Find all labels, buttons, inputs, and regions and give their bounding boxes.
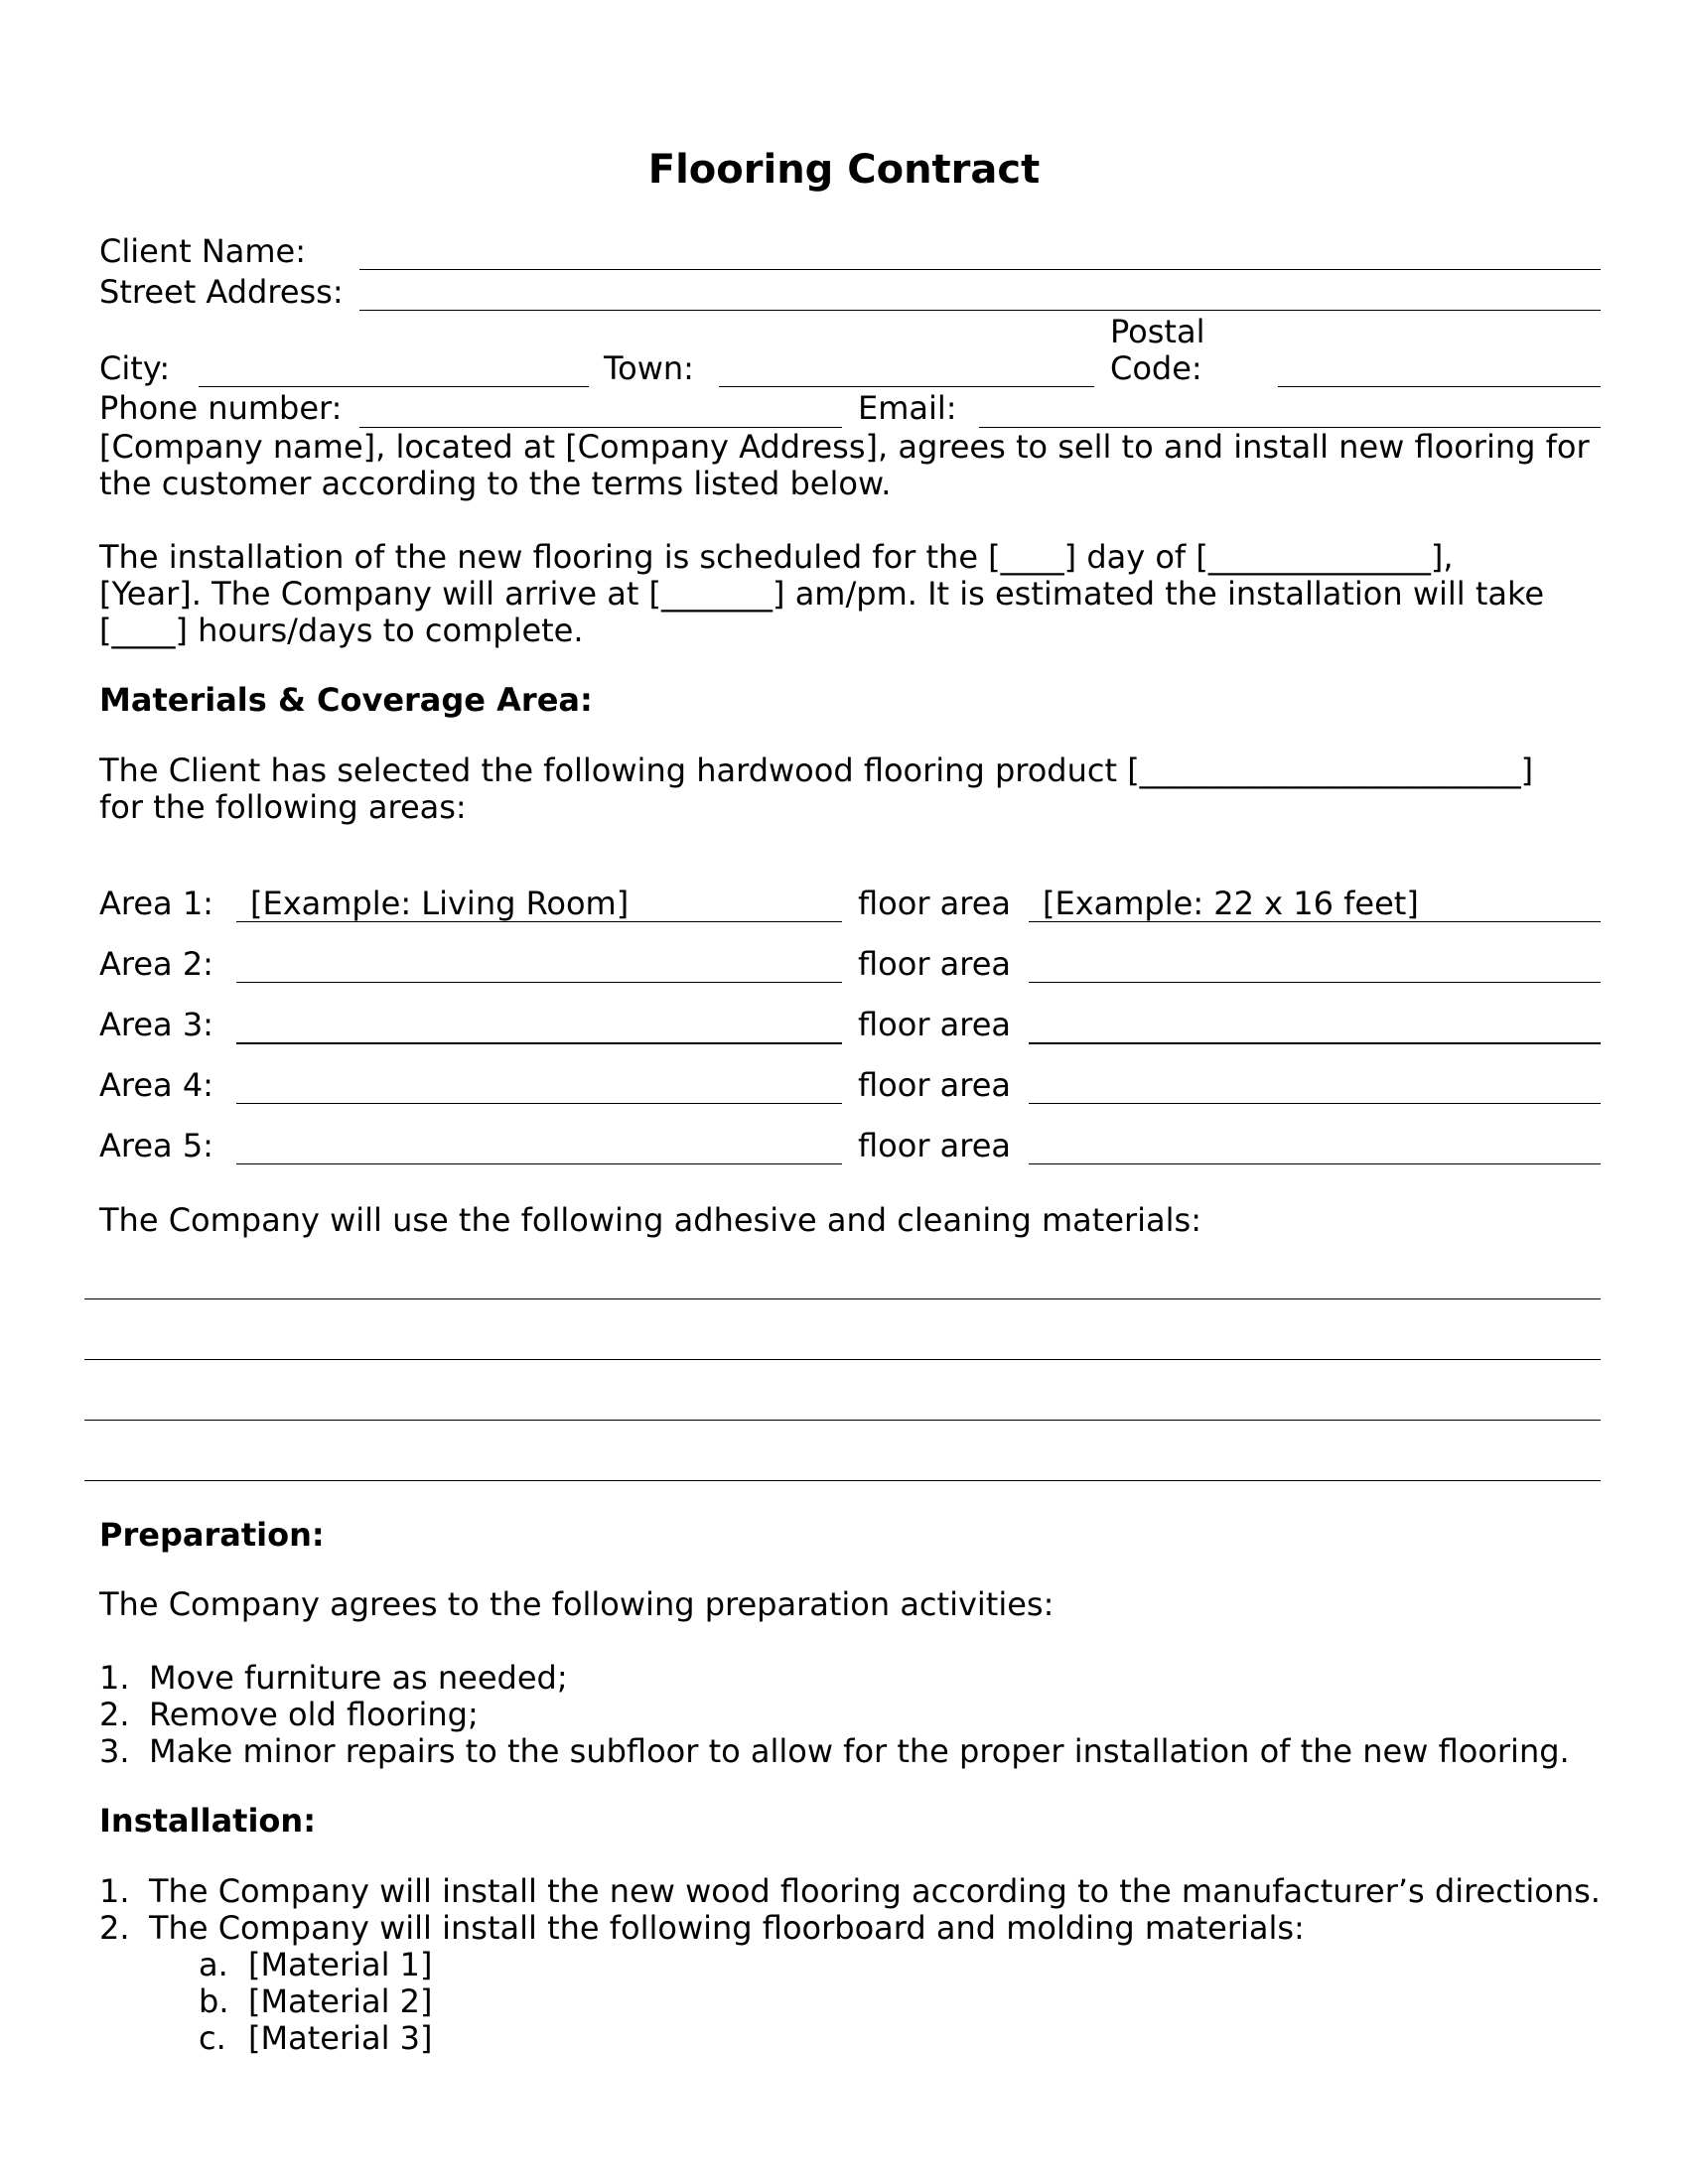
area-room-field[interactable]: [236, 982, 842, 983]
city-field[interactable]: [199, 386, 589, 387]
area-label: Area 2:: [99, 945, 213, 983]
intro-line-2: the customer according to the terms listed below.: [99, 465, 892, 502]
town-field[interactable]: [719, 386, 1094, 387]
area-size-field[interactable]: [1029, 1163, 1601, 1164]
product-line-2: for the following areas:: [99, 788, 467, 826]
postal-label-line1: Postal: [1110, 313, 1205, 350]
adhesive-field-line[interactable]: [84, 1298, 1601, 1299]
area-label: Area 3:: [99, 1006, 213, 1043]
sub-list-text: [Material 3]: [248, 2019, 433, 2057]
list-number: 2.: [99, 1696, 130, 1733]
floor-area-label: floor area: [858, 945, 1011, 983]
client-name-field[interactable]: [359, 269, 1601, 270]
town-label: Town:: [604, 349, 694, 387]
area-room-field[interactable]: [236, 1163, 842, 1164]
area-size-field[interactable]: [1029, 1042, 1601, 1044]
list-text: Remove old flooring;: [149, 1696, 479, 1733]
installation-heading: Installation:: [99, 1802, 316, 1840]
list-number: 3.: [99, 1732, 130, 1770]
area-room-field[interactable]: [236, 921, 842, 922]
sub-list-text: [Material 1]: [248, 1946, 433, 1983]
street-address-label: Street Address:: [99, 273, 344, 311]
postal-label-line2: Code:: [1110, 349, 1202, 387]
postal-code-field[interactable]: [1278, 386, 1601, 387]
client-name-label: Client Name:: [99, 232, 306, 270]
area-size-field[interactable]: [1029, 982, 1601, 983]
area-room-value: [Example: Living Room]: [250, 885, 630, 922]
intro-line-1: [Company name], located at [Company Address], agrees to sell to and install new flooring for: [99, 428, 1590, 466]
document-title: Flooring Contract: [647, 147, 1041, 193]
product-line-1: The Client has selected the following hardwood flooring product [________________________]: [99, 751, 1534, 789]
list-text: The Company will install the new wood flooring according to the manufacturer’s directions.: [149, 1872, 1601, 1910]
email-label: Email:: [858, 389, 957, 427]
sub-list-letter: a.: [199, 1946, 228, 1983]
floor-area-label: floor area: [858, 1006, 1011, 1043]
area-size-field[interactable]: [1029, 1103, 1601, 1104]
area-size-value: [Example: 22 x 16 feet]: [1043, 885, 1419, 922]
preparation-heading: Preparation:: [99, 1516, 325, 1554]
schedule-line-2: [Year]. The Company will arrive at [_______] am/pm. It is estimated the installation will take: [99, 575, 1545, 613]
list-text: Move furniture as needed;: [149, 1659, 568, 1697]
floor-area-label: floor area: [858, 885, 1011, 922]
schedule-line-1: The installation of the new flooring is scheduled for the [____] day of [______________],: [99, 538, 1454, 576]
street-address-field[interactable]: [359, 310, 1601, 311]
adhesive-text: The Company will use the following adhesive and cleaning materials:: [99, 1201, 1201, 1239]
area-label: Area 4:: [99, 1066, 213, 1104]
preparation-intro: The Company agrees to the following preparation activities:: [99, 1585, 1055, 1623]
sub-list-letter: b.: [199, 1982, 229, 2020]
adhesive-field-line[interactable]: [84, 1480, 1601, 1481]
floor-area-label: floor area: [858, 1066, 1011, 1104]
area-room-field[interactable]: [236, 1103, 842, 1104]
adhesive-field-line[interactable]: [84, 1420, 1601, 1421]
area-label: Area 5:: [99, 1127, 213, 1164]
list-text: The Company will install the following floorboard and molding materials:: [149, 1909, 1305, 1947]
list-text: Make minor repairs to the subfloor to allow for the proper installation of the new flooring.: [149, 1732, 1570, 1770]
phone-label: Phone number:: [99, 389, 343, 427]
area-room-field[interactable]: [236, 1042, 842, 1044]
area-label: Area 1:: [99, 885, 213, 922]
sub-list-text: [Material 2]: [248, 1982, 433, 2020]
schedule-line-3: [____] hours/days to complete.: [99, 612, 584, 649]
materials-heading: Materials & Coverage Area:: [99, 681, 593, 719]
list-number: 1.: [99, 1872, 130, 1910]
adhesive-field-line[interactable]: [84, 1359, 1601, 1360]
floor-area-label: floor area: [858, 1127, 1011, 1164]
area-size-field[interactable]: [1029, 921, 1601, 922]
city-label: City:: [99, 349, 171, 387]
list-number: 1.: [99, 1659, 130, 1697]
sub-list-letter: c.: [199, 2019, 226, 2057]
list-number: 2.: [99, 1909, 130, 1947]
